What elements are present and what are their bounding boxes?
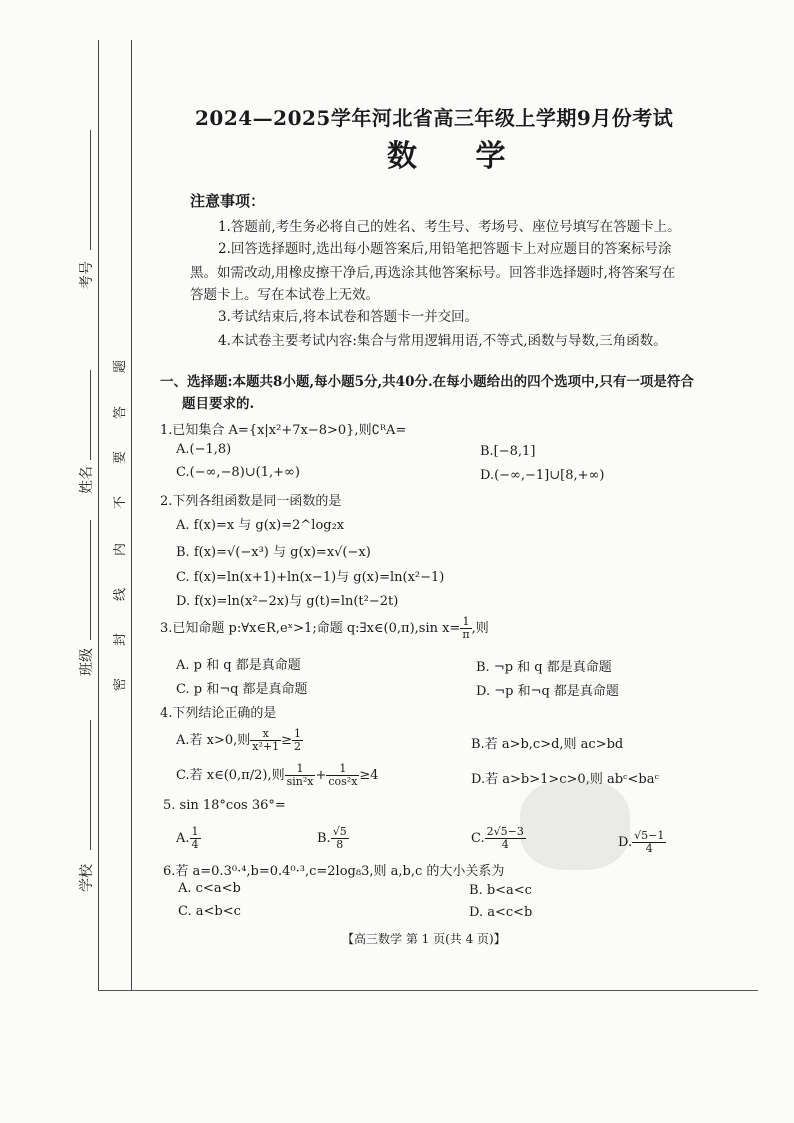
margin-line-outer	[98, 40, 99, 990]
page-footer: 【高三数学 第 1 页(共 4 页)】	[342, 932, 506, 946]
note-line: 1.答题前,考生务必将自己的姓名、考生号、考场号、座位号填写在答题卡上。	[218, 219, 681, 235]
seal-char: 封	[113, 632, 129, 647]
q4-option-c: C.若 x∈(0,π/2),则 $\frac{1}{\text{sin²x}}$ + $\frac{1}{\text{cos²x}}$ ≥4	[176, 762, 379, 788]
q4-option-a: A.若 x>0,则 $\frac{x}{\text{x²+1}}$ ≥ $\frac{1}{2}$	[176, 727, 302, 753]
section-heading-cont: 题目要求的.	[182, 396, 255, 412]
q6-option-d: D. a<c<b	[469, 905, 533, 920]
side-exam-no: 考号	[79, 261, 95, 289]
question-5-stem: 5. sin 18°cos 36°=	[163, 798, 286, 813]
q3-option-b: B. ¬p 和 q 都是真命题	[476, 660, 612, 675]
margin-line-inner	[131, 40, 132, 990]
note-line: 黑。如需改动,用橡皮擦干净后,再选涂其他答案标号。回答非选择题时,将答案写在	[190, 265, 676, 281]
q6-option-b: B. b<a<c	[469, 883, 532, 898]
subject-title: 数 学	[387, 139, 530, 174]
name-underline	[90, 370, 91, 460]
seal-char: 密	[113, 677, 129, 692]
question-4-stem: 4.下列结论正确的是	[160, 706, 277, 721]
q3-stem-end: ,则	[471, 621, 489, 636]
q5-option-b: B. $\frac{√5}{8}$	[317, 825, 347, 851]
q3-option-c: C. p 和¬q 都是真命题	[176, 682, 308, 697]
school-underline	[90, 720, 91, 850]
q2-option-c: C. f(x)=ln(x+1)+ln(x−1)与 g(x)=ln(x²−1)	[176, 570, 445, 585]
side-class: 班级	[79, 648, 95, 676]
q3-option-a: A. p 和 q 都是真命题	[176, 658, 301, 673]
question-2-stem: 2.下列各组函数是同一函数的是	[160, 494, 342, 509]
question-6-stem: 6.若 a=0.3⁰·⁴,b=0.4⁰·³,c=2log₈3,则 a,b,c 的大小关系为	[163, 864, 505, 879]
scan-smudge	[520, 780, 630, 870]
q5-option-c: C. $\frac{2√5-3}{4}$	[471, 825, 524, 851]
q1-option-b: B.[−8,1]	[480, 444, 536, 459]
q5-option-a: A. $\frac{1}{4}$	[176, 825, 199, 851]
side-school: 学校	[79, 864, 95, 892]
class-underline	[90, 520, 91, 640]
q4-option-b: B.若 a>b,c>d,则 ac>bd	[471, 737, 624, 752]
note-line: 3.考试结束后,将本试卷和答题卡一并交回。	[218, 309, 479, 325]
seal-char: 答	[113, 405, 129, 420]
bottom-border	[98, 990, 758, 991]
seal-char: 线	[113, 587, 129, 602]
q2-option-d: D. f(x)=ln(x²−2x)与 g(t)=ln(t²−2t)	[176, 594, 399, 609]
seal-char: 题	[113, 359, 129, 374]
q2-option-b: B. f(x)=√(−x³) 与 g(x)=x√(−x)	[176, 545, 371, 560]
q1-option-a: A.(−1,8)	[176, 442, 232, 457]
q5-option-d: D. $\frac{√5-1}{4}$	[618, 829, 665, 855]
q3-fraction: $\frac{1}{\pi}$	[462, 615, 470, 641]
note-line: 4.本试卷主要考试内容:集合与常用逻辑用语,不等式,函数与导数,三角函数。	[218, 333, 667, 349]
section-heading: 一、选择题:本题共8小题,每小题5分,共40分.在每小题给出的四个选项中,只有一项是符合	[160, 374, 694, 390]
seal-char: 不	[113, 495, 129, 510]
q6-option-c: C. a<b<c	[178, 904, 241, 919]
q1-option-d: D.(−∞,−1]∪[8,+∞)	[480, 468, 605, 483]
seal-char: 内	[113, 542, 129, 557]
q1-option-c: C.(−∞,−8)∪(1,+∞)	[176, 465, 300, 480]
question-3-stem	[160, 616, 489, 641]
note-line: 答题卡上。写在本试卷上无效。	[190, 287, 379, 303]
seal-char: 要	[113, 450, 129, 465]
side-name: 姓名	[79, 466, 95, 494]
q3-stem-text: 3.已知命题 p:∀x∈R,eˣ>1;命题 q:∃x∈(0,π),sin x=	[160, 621, 461, 636]
note-line: 2.回答选择题时,选出每小题答案后,用铅笔把答题卡上对应题目的答案标号涂	[218, 241, 672, 257]
exam-no-underline	[90, 130, 91, 250]
q6-option-a: A. c<a<b	[178, 881, 241, 896]
q4-option-d: D.若 a>b>1>c>0,则 abᶜ<baᶜ	[471, 772, 659, 787]
question-1-stem: 1.已知集合 A={x|x²+7x−8>0},则∁ᴿA=	[160, 423, 407, 438]
q2-option-a: A. f(x)=x 与 g(x)=2^log₂x	[176, 518, 345, 533]
q3-option-d: D. ¬p 和¬q 都是真命题	[476, 684, 619, 699]
notes-heading: 注意事项：	[190, 192, 266, 210]
exam-title: 2024—2025学年河北省高三年级上学期9月份考试	[195, 106, 674, 130]
